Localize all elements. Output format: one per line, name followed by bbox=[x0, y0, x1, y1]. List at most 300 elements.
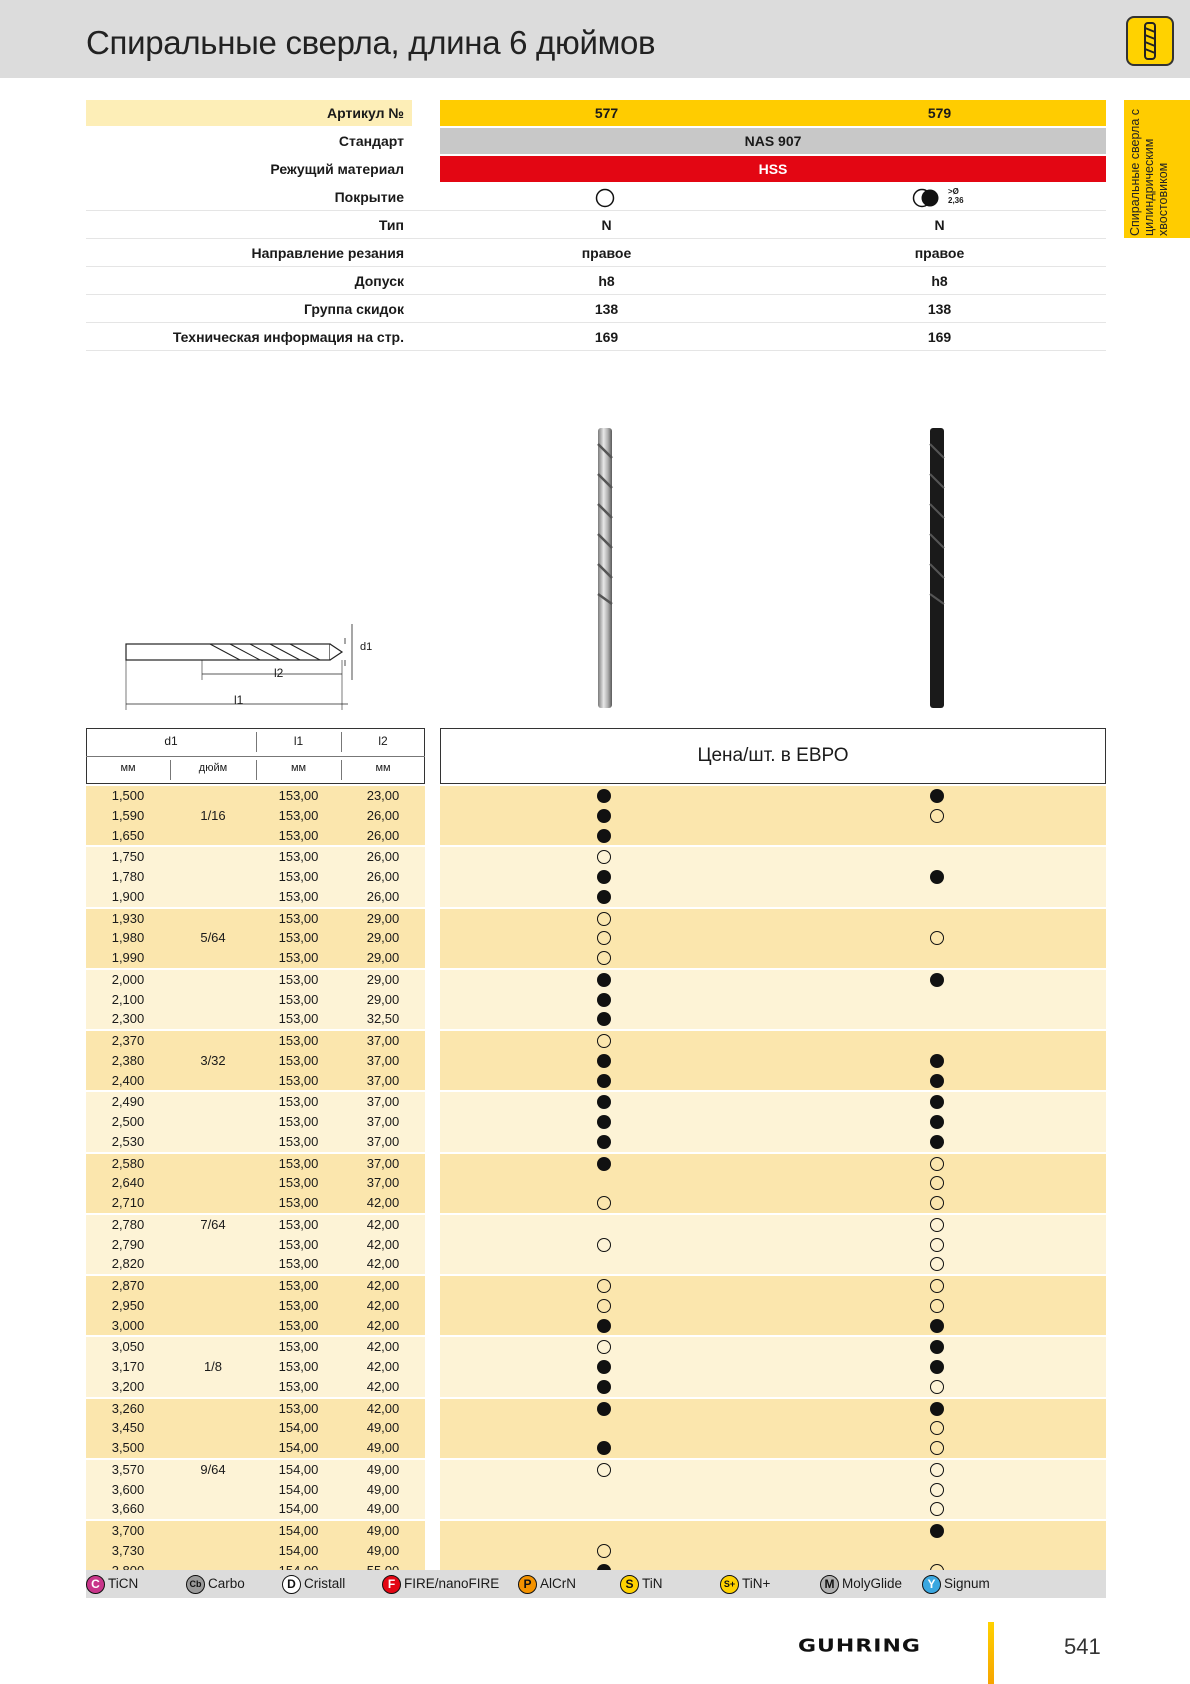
cell-d1-mm: 2,950 bbox=[111, 1297, 145, 1313]
cell-d1-mm: 3,000 bbox=[111, 1317, 145, 1333]
spec-label: Допуск bbox=[354, 273, 404, 289]
table-row bbox=[86, 1154, 1106, 1174]
tolerance-577: h8 bbox=[598, 273, 615, 289]
cell-l2: 42,00 bbox=[366, 1278, 400, 1293]
row-group bbox=[86, 786, 1106, 845]
availability-579-marker bbox=[930, 1135, 944, 1149]
availability-577-marker bbox=[597, 1157, 611, 1171]
cell-l2: 49,00 bbox=[366, 1461, 400, 1477]
cell-l1: 153,00 bbox=[278, 1033, 319, 1048]
cell-l2: 23,00 bbox=[366, 788, 400, 803]
cell-l1: 153,00 bbox=[278, 1094, 319, 1110]
spec-label: Направление резания bbox=[251, 245, 404, 261]
cell-l2: 42,00 bbox=[366, 1195, 400, 1210]
cell-l1: 153,00 bbox=[278, 910, 319, 926]
drill-dimension-drawing bbox=[120, 620, 390, 712]
cell-l2: 26,00 bbox=[366, 888, 400, 904]
availability-579-marker bbox=[930, 1257, 944, 1271]
coating-legend bbox=[86, 1570, 1106, 1598]
header-l1: l1 bbox=[293, 734, 304, 748]
table-row bbox=[86, 948, 1106, 968]
drawing-label-l2: l2 bbox=[274, 666, 284, 680]
techinfo-577: 169 bbox=[594, 329, 619, 345]
cell-d1-mm: 1,500 bbox=[111, 788, 145, 803]
cell-l1: 153,00 bbox=[278, 1011, 319, 1027]
spec-row-techinfo bbox=[86, 324, 1106, 351]
cell-l2: 42,00 bbox=[366, 1339, 400, 1355]
footer-accent-bar bbox=[988, 1622, 994, 1684]
cell-d1-mm: 1,590 bbox=[111, 807, 145, 823]
cell-l2: 42,00 bbox=[366, 1359, 400, 1374]
availability-579-marker bbox=[930, 1196, 944, 1210]
spec-label: Режущий материал bbox=[270, 161, 404, 177]
cell-l2: 37,00 bbox=[366, 1094, 400, 1110]
cell-l1: 153,00 bbox=[278, 1256, 319, 1272]
cell-d1-mm: 2,300 bbox=[111, 1011, 145, 1027]
cell-d1-mm: 2,820 bbox=[111, 1256, 145, 1272]
availability-579-marker bbox=[930, 1380, 944, 1394]
legend-item bbox=[720, 1574, 770, 1594]
table-row bbox=[86, 1112, 1106, 1132]
cell-l1: 153,00 bbox=[278, 1133, 319, 1149]
table-row bbox=[86, 806, 1106, 826]
spec-label: Покрытие bbox=[334, 189, 404, 205]
availability-577-marker bbox=[597, 1441, 611, 1455]
table-row bbox=[86, 1215, 1106, 1235]
availability-577-marker bbox=[597, 1095, 611, 1109]
cell-l1: 153,00 bbox=[278, 1339, 319, 1355]
spec-row-standard bbox=[86, 128, 1106, 155]
coating-badge-icon: P bbox=[518, 1575, 537, 1594]
header-d1: d1 bbox=[164, 734, 178, 748]
table-row bbox=[86, 887, 1106, 907]
cell-l2: 42,00 bbox=[366, 1317, 400, 1333]
coating-badge-icon: S bbox=[620, 1575, 639, 1594]
availability-579-marker bbox=[930, 1238, 944, 1252]
table-row bbox=[86, 1235, 1106, 1255]
table-row bbox=[86, 1418, 1106, 1438]
legend-item bbox=[518, 1574, 576, 1594]
availability-579-marker bbox=[930, 1054, 944, 1068]
cell-d1-mm: 1,900 bbox=[111, 888, 145, 904]
cell-l2: 29,00 bbox=[366, 950, 400, 965]
size-table-body bbox=[86, 786, 1106, 1582]
cell-l2: 29,00 bbox=[366, 930, 400, 946]
cell-l1: 153,00 bbox=[278, 807, 319, 823]
cell-l1: 153,00 bbox=[278, 888, 319, 904]
table-row bbox=[86, 1460, 1106, 1480]
table-row bbox=[86, 1399, 1106, 1419]
cell-l2: 29,00 bbox=[366, 991, 400, 1007]
availability-577-marker bbox=[597, 973, 611, 987]
availability-579-marker bbox=[930, 1299, 944, 1313]
availability-579-marker bbox=[930, 1279, 944, 1293]
table-row bbox=[86, 1316, 1106, 1336]
cell-l1: 154,00 bbox=[278, 1523, 319, 1538]
availability-577-marker bbox=[597, 931, 611, 945]
availability-577-marker bbox=[597, 1360, 611, 1374]
legend-label: TiN bbox=[642, 1576, 663, 1591]
cell-l2: 49,00 bbox=[366, 1420, 400, 1436]
availability-579-marker bbox=[930, 1483, 944, 1497]
cell-l1: 153,00 bbox=[278, 1216, 319, 1232]
table-row bbox=[86, 1276, 1106, 1296]
legend-item bbox=[922, 1574, 990, 1594]
availability-579-marker bbox=[930, 1218, 944, 1232]
availability-577-marker bbox=[597, 1380, 611, 1394]
cell-l1: 153,00 bbox=[278, 1155, 319, 1171]
cell-d1-mm: 3,500 bbox=[111, 1440, 145, 1455]
cell-d1-mm: 2,100 bbox=[111, 991, 145, 1007]
cell-l1: 153,00 bbox=[278, 950, 319, 965]
cell-l1: 153,00 bbox=[278, 1400, 319, 1416]
cell-d1-mm: 1,930 bbox=[111, 910, 145, 926]
spec-label: Артикул № bbox=[86, 100, 412, 126]
cell-l2: 29,00 bbox=[366, 910, 400, 926]
cell-d1-mm: 3,170 bbox=[111, 1359, 145, 1374]
legend-label: TiN+ bbox=[742, 1576, 771, 1591]
page-number: 541 bbox=[1064, 1634, 1101, 1659]
availability-577-marker bbox=[597, 1135, 611, 1149]
row-group bbox=[86, 970, 1106, 1029]
spec-row-article bbox=[86, 100, 1106, 127]
cell-d1-mm: 2,400 bbox=[111, 1072, 145, 1088]
row-group bbox=[86, 1276, 1106, 1335]
coating-badge-icon: C bbox=[86, 1575, 105, 1594]
cell-l2: 49,00 bbox=[366, 1542, 400, 1558]
availability-577-marker bbox=[597, 809, 611, 823]
availability-577-marker bbox=[597, 1196, 611, 1210]
table-row bbox=[86, 1337, 1106, 1357]
cell-l1: 153,00 bbox=[278, 1114, 319, 1129]
coating-badge-icon: D bbox=[282, 1575, 301, 1594]
direction-577: правое bbox=[581, 245, 632, 261]
cell-l2: 49,00 bbox=[366, 1481, 400, 1497]
availability-579-marker bbox=[930, 1074, 944, 1088]
availability-577-marker bbox=[597, 1034, 611, 1048]
row-group bbox=[86, 1460, 1106, 1519]
cell-l2: 37,00 bbox=[366, 1033, 400, 1048]
availability-577-marker bbox=[597, 829, 611, 843]
spec-label: Группа скидок bbox=[304, 301, 404, 317]
availability-579-marker bbox=[930, 1421, 944, 1435]
header-unit-mm: мм bbox=[120, 762, 136, 774]
discount-577: 138 bbox=[594, 301, 619, 317]
cell-d1-mm: 1,990 bbox=[111, 950, 145, 965]
cell-l1: 154,00 bbox=[278, 1420, 319, 1436]
header-l2: l2 bbox=[378, 734, 388, 748]
cell-l2: 37,00 bbox=[366, 1155, 400, 1171]
cell-l2: 26,00 bbox=[366, 849, 400, 865]
table-row bbox=[86, 867, 1106, 887]
cell-d1-mm: 3,700 bbox=[111, 1523, 145, 1538]
cell-d1-mm: 3,260 bbox=[111, 1400, 145, 1416]
cell-d1-inch: 1/16 bbox=[200, 807, 226, 823]
table-row bbox=[86, 1541, 1106, 1561]
table-row bbox=[86, 1092, 1106, 1112]
table-row bbox=[86, 786, 1106, 806]
cell-d1-mm: 2,490 bbox=[111, 1094, 145, 1110]
row-group bbox=[86, 1215, 1106, 1274]
availability-579-marker bbox=[930, 931, 944, 945]
spec-label: Техническая информация на стр. bbox=[172, 329, 404, 345]
spec-row-type bbox=[86, 212, 1106, 239]
tolerance-579: h8 bbox=[931, 273, 948, 289]
row-group bbox=[86, 1337, 1106, 1396]
standard-value: NAS 907 bbox=[440, 128, 1106, 154]
cell-l1: 153,00 bbox=[278, 1175, 319, 1191]
availability-579-marker bbox=[930, 1502, 944, 1516]
table-row bbox=[86, 847, 1106, 867]
availability-577-marker bbox=[597, 870, 611, 884]
cell-l1: 153,00 bbox=[278, 1278, 319, 1293]
table-row bbox=[86, 1132, 1106, 1152]
coating-badge-icon: Cb bbox=[186, 1575, 205, 1594]
cell-l2: 26,00 bbox=[366, 807, 400, 823]
availability-577-marker bbox=[597, 1299, 611, 1313]
cell-l1: 154,00 bbox=[278, 1461, 319, 1477]
cell-l1: 154,00 bbox=[278, 1501, 319, 1517]
discount-579: 138 bbox=[927, 301, 952, 317]
cell-l2: 32,50 bbox=[366, 1011, 400, 1027]
page-title: Спиральные сверла, длина 6 дюймов bbox=[86, 24, 656, 61]
table-row bbox=[86, 1521, 1106, 1541]
legend-label: Carbo bbox=[208, 1576, 245, 1591]
drawing-label-l1: l1 bbox=[234, 693, 244, 707]
table-row bbox=[86, 970, 1106, 990]
cell-l1: 153,00 bbox=[278, 1378, 319, 1394]
cell-l2: 42,00 bbox=[366, 1297, 400, 1313]
row-group bbox=[86, 1154, 1106, 1213]
availability-579-marker bbox=[930, 1319, 944, 1333]
drill-579-image bbox=[918, 424, 958, 716]
availability-577-marker bbox=[597, 951, 611, 965]
price-header: Цена/шт. в ЕВРО bbox=[440, 728, 1106, 784]
cell-l1: 153,00 bbox=[278, 930, 319, 946]
availability-579-marker bbox=[930, 1524, 944, 1538]
cell-l2: 37,00 bbox=[366, 1052, 400, 1068]
table-row bbox=[86, 990, 1106, 1010]
availability-579-marker bbox=[930, 1340, 944, 1354]
table-row bbox=[86, 1051, 1106, 1071]
cell-l2: 42,00 bbox=[366, 1378, 400, 1394]
spec-row-tolerance bbox=[86, 268, 1106, 295]
spec-row-coating bbox=[86, 184, 1106, 211]
legend-label: FIRE/nanoFIRE bbox=[404, 1576, 500, 1591]
availability-577-marker bbox=[597, 1238, 611, 1252]
availability-577-marker bbox=[597, 1054, 611, 1068]
availability-577-marker bbox=[597, 1319, 611, 1333]
cell-d1-mm: 2,710 bbox=[111, 1195, 145, 1210]
cell-d1-mm: 2,580 bbox=[111, 1155, 145, 1171]
spec-label: Стандарт bbox=[338, 133, 404, 149]
techinfo-579: 169 bbox=[927, 329, 952, 345]
header-unit-l2: мм bbox=[375, 762, 391, 774]
cell-d1-inch: 5/64 bbox=[200, 930, 226, 946]
cell-l1: 153,00 bbox=[278, 1072, 319, 1088]
legend-label: AlCrN bbox=[540, 1576, 576, 1591]
availability-579-marker bbox=[930, 1463, 944, 1477]
cell-d1-mm: 2,780 bbox=[111, 1216, 145, 1232]
cell-d1-mm: 3,050 bbox=[111, 1339, 145, 1355]
legend-item bbox=[620, 1574, 663, 1594]
type-579: N bbox=[934, 217, 945, 233]
table-row bbox=[86, 1499, 1106, 1519]
cell-l2: 37,00 bbox=[366, 1175, 400, 1191]
cell-d1-mm: 1,650 bbox=[111, 827, 145, 843]
availability-579-marker bbox=[930, 1115, 944, 1129]
spec-label: Тип bbox=[378, 217, 404, 233]
availability-579-marker bbox=[930, 973, 944, 987]
cell-l2: 37,00 bbox=[366, 1114, 400, 1129]
header-unit-l1: мм bbox=[290, 762, 307, 774]
cell-d1-mm: 1,980 bbox=[111, 930, 145, 946]
availability-577-marker bbox=[597, 1402, 611, 1416]
availability-579-marker bbox=[930, 809, 944, 823]
cell-d1-mm: 3,660 bbox=[111, 1501, 145, 1517]
cell-l1: 153,00 bbox=[278, 1052, 319, 1068]
table-row bbox=[86, 1071, 1106, 1091]
availability-579-marker bbox=[930, 1360, 944, 1374]
table-row bbox=[86, 1031, 1106, 1051]
article-577: 577 bbox=[594, 105, 619, 121]
row-group bbox=[86, 1399, 1106, 1458]
cell-l2: 26,00 bbox=[366, 869, 400, 884]
cell-d1-inch: 9/64 bbox=[200, 1461, 226, 1477]
availability-577-marker bbox=[597, 1012, 611, 1026]
coating-badge-icon: F bbox=[382, 1575, 401, 1594]
table-row bbox=[86, 1254, 1106, 1274]
cell-l1: 154,00 bbox=[278, 1440, 319, 1455]
table-row bbox=[86, 1296, 1106, 1316]
availability-577-marker bbox=[597, 1544, 611, 1558]
cell-d1-mm: 3,450 bbox=[111, 1420, 145, 1436]
availability-579-marker bbox=[930, 1176, 944, 1190]
spec-row-direction bbox=[86, 240, 1106, 267]
cell-d1-mm: 3,200 bbox=[111, 1378, 145, 1394]
cell-d1-mm: 2,870 bbox=[111, 1278, 145, 1293]
table-row bbox=[86, 1357, 1106, 1377]
table-row bbox=[86, 909, 1106, 929]
legend-label: Cristall bbox=[304, 1576, 346, 1591]
cell-d1-mm: 2,790 bbox=[111, 1236, 145, 1252]
availability-579-marker bbox=[930, 1402, 944, 1416]
cell-d1-mm: 3,730 bbox=[111, 1542, 145, 1558]
row-group bbox=[86, 1092, 1106, 1151]
table-row bbox=[86, 1480, 1106, 1500]
material-value: HSS bbox=[440, 156, 1106, 182]
availability-577-marker bbox=[597, 912, 611, 926]
row-group bbox=[86, 847, 1106, 906]
availability-577-marker bbox=[597, 850, 611, 864]
table-row bbox=[86, 1173, 1106, 1193]
row-group bbox=[86, 909, 1106, 968]
brand-logo: GUHRING bbox=[798, 1636, 921, 1657]
direction-579: правое bbox=[914, 245, 965, 261]
cell-d1-mm: 2,640 bbox=[111, 1175, 145, 1191]
cell-d1-mm: 2,370 bbox=[111, 1033, 145, 1048]
coating-badge-icon: S+ bbox=[720, 1575, 739, 1594]
availability-579-marker bbox=[930, 1157, 944, 1171]
legend-label: MolyGlide bbox=[842, 1576, 903, 1591]
category-side-tab-label: Спиральные сверла с цилиндрическим хвостовиком bbox=[1128, 109, 1170, 236]
row-group bbox=[86, 1031, 1106, 1090]
availability-577-marker bbox=[597, 1340, 611, 1354]
cell-l2: 49,00 bbox=[366, 1523, 400, 1538]
cell-l1: 153,00 bbox=[278, 869, 319, 884]
cell-l2: 37,00 bbox=[366, 1133, 400, 1149]
cell-d1-mm: 3,570 bbox=[111, 1461, 145, 1477]
cell-d1-mm: 3,600 bbox=[111, 1481, 145, 1497]
cell-l1: 153,00 bbox=[278, 1297, 319, 1313]
cell-d1-mm: 1,750 bbox=[111, 849, 145, 865]
cell-l1: 153,00 bbox=[278, 1195, 319, 1210]
legend-item bbox=[382, 1574, 499, 1594]
cell-l2: 49,00 bbox=[366, 1440, 400, 1455]
legend-label: Signum bbox=[944, 1576, 990, 1591]
drawing-label-d1: d1 bbox=[360, 641, 373, 653]
coating-steam-icon bbox=[912, 188, 946, 208]
cell-d1-inch: 1/8 bbox=[203, 1359, 223, 1374]
availability-577-marker bbox=[597, 1463, 611, 1477]
cell-l1: 153,00 bbox=[278, 849, 319, 865]
header-unit-inch: дюйм bbox=[198, 762, 228, 774]
cell-l1: 153,00 bbox=[278, 1317, 319, 1333]
no-coating-icon bbox=[595, 188, 615, 208]
availability-577-marker bbox=[597, 1279, 611, 1293]
cell-d1-inch: 7/64 bbox=[200, 1216, 226, 1232]
spec-row-material bbox=[86, 156, 1106, 183]
availability-579-marker bbox=[930, 1095, 944, 1109]
availability-579-marker bbox=[930, 870, 944, 884]
drill-logo-icon bbox=[1126, 16, 1174, 66]
coating-579-note: >Ø 2,36 bbox=[948, 187, 964, 205]
cell-l1: 153,00 bbox=[278, 971, 319, 987]
legend-item bbox=[820, 1574, 902, 1594]
cell-l1: 153,00 bbox=[278, 788, 319, 803]
drill-577-image bbox=[586, 424, 626, 716]
availability-577-marker bbox=[597, 789, 611, 803]
availability-579-marker bbox=[930, 789, 944, 803]
table-row bbox=[86, 1377, 1106, 1397]
table-row bbox=[86, 1438, 1106, 1458]
type-577: N bbox=[601, 217, 612, 233]
article-579: 579 bbox=[927, 105, 952, 121]
cell-l1: 153,00 bbox=[278, 991, 319, 1007]
table-row bbox=[86, 826, 1106, 846]
legend-label: TiCN bbox=[108, 1576, 139, 1591]
cell-l2: 42,00 bbox=[366, 1400, 400, 1416]
cell-d1-mm: 2,000 bbox=[111, 971, 145, 987]
cell-l2: 42,00 bbox=[366, 1216, 400, 1232]
cell-l1: 154,00 bbox=[278, 1481, 319, 1497]
cell-l1: 154,00 bbox=[278, 1542, 319, 1558]
availability-577-marker bbox=[597, 890, 611, 904]
cell-l2: 37,00 bbox=[366, 1072, 400, 1088]
cell-l2: 42,00 bbox=[366, 1256, 400, 1272]
cell-d1-mm: 2,530 bbox=[111, 1133, 145, 1149]
legend-item bbox=[86, 1574, 138, 1594]
cell-l2: 49,00 bbox=[366, 1501, 400, 1517]
availability-577-marker bbox=[597, 1074, 611, 1088]
cell-l2: 29,00 bbox=[366, 971, 400, 987]
cell-l2: 42,00 bbox=[366, 1236, 400, 1252]
cell-l1: 153,00 bbox=[278, 827, 319, 843]
availability-577-marker bbox=[597, 993, 611, 1007]
cell-l1: 153,00 bbox=[278, 1359, 319, 1374]
table-row bbox=[86, 1193, 1106, 1213]
cell-l1: 153,00 bbox=[278, 1236, 319, 1252]
